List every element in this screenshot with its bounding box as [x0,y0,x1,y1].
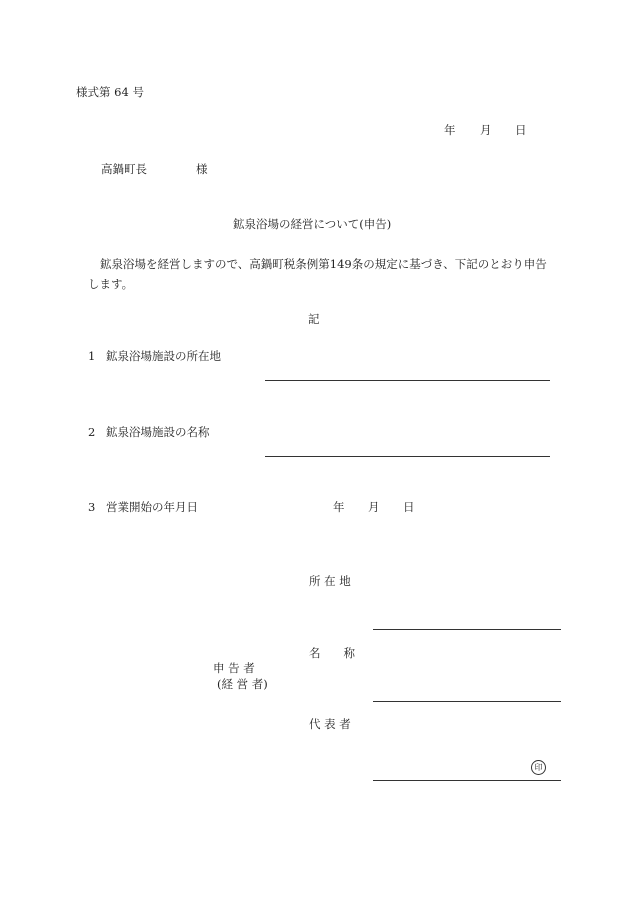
date-year: 年 [444,123,456,137]
declarant-role: 申 告 者 [213,661,255,675]
document-title: 鉱泉浴場の経営について(申告) [233,217,392,231]
item-3-month: 月 [368,500,380,514]
address-entry-line[interactable] [373,629,561,630]
body-text: 鉱泉浴場を経営しますので、高鍋町税条例第149条の規定に基づき、下記のとおり申告します。 [88,257,547,291]
form-number: 様式第 64 号 [76,85,144,99]
representative-label: 代 表 者 [309,717,351,731]
addressee-honorific: 様 [196,162,208,176]
declarant-role-sub: (経 営 者) [217,677,268,691]
item-3-year: 年 [333,500,345,514]
name-entry-line[interactable] [373,701,561,702]
representative-entry-line[interactable] [373,780,561,781]
addressee-title: 高鍋町長 [101,162,147,176]
item-1-number: 1 [88,349,96,363]
item-1-label: 鉱泉浴場施設の所在地 [106,349,221,363]
item-3-number: 3 [88,500,96,514]
item-1-entry-line[interactable] [265,380,550,381]
date-day: 日 [515,123,527,137]
item-2-label: 鉱泉浴場施設の名称 [106,425,210,439]
item-2-number: 2 [88,425,96,439]
item-2-entry-line[interactable] [265,456,550,457]
item-3-day: 日 [403,500,415,514]
seal-mark: 印 [531,760,546,775]
item-3-label: 営業開始の年月日 [106,500,198,514]
ki-heading: 記 [308,312,320,326]
date-month: 月 [480,123,492,137]
name-label: 名 称 [309,646,355,660]
address-label: 所 在 地 [309,574,351,588]
